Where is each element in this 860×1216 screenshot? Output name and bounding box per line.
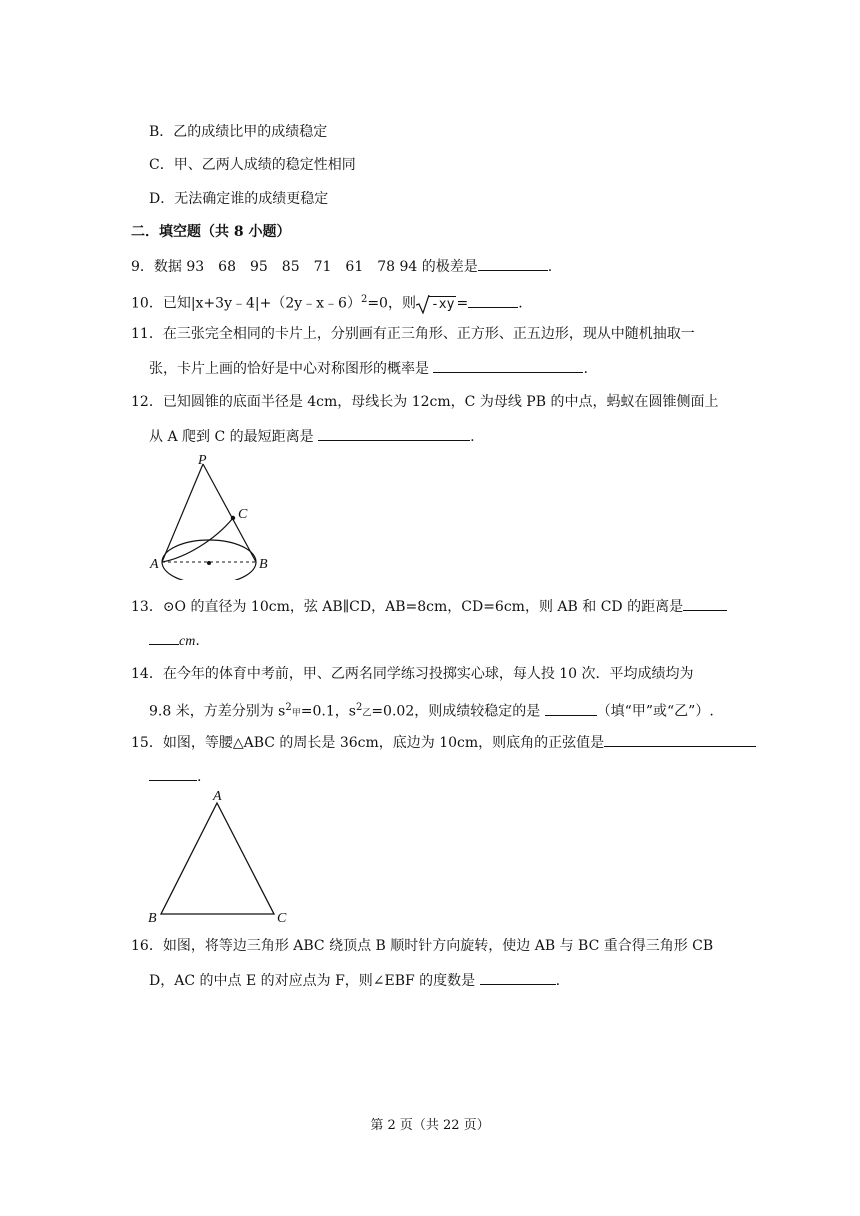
answer-blank [478,256,548,271]
question-10 [131,290,523,315]
triangle-figure [140,785,300,927]
question-15-line1 [131,732,756,753]
q10-pre: 10．已知|x+3y﹣4|+（2y﹣x﹣6） [131,295,361,312]
q12-line2-text: 从 A 爬到 C 的最短距离是 [149,429,319,445]
q13-text: 13．⊙O 的直径为 10cm，弦 AB∥CD，AB=8cm，CD=6cm，则 AB 和 CD 的距离是 [131,599,684,615]
q13-end: . [195,633,200,649]
q14-sub-jia: 甲 [291,708,301,719]
q14-sub-yi: 乙 [362,708,372,719]
option-d: D．无法确定谁的成绩更稳定 [149,191,329,207]
answer-blank [683,596,727,611]
sqrt-expression [416,295,456,315]
answer-blank [433,358,583,373]
label-a: A [213,789,222,804]
option-c: C．甲、乙两人成绩的稳定性相同 [149,157,356,173]
q13-unit: cm [179,634,196,649]
q10-end: . [518,295,523,312]
q11-end: . [583,361,588,377]
question-12-line2 [149,426,475,447]
q14-sup2: 2 [355,702,363,713]
label-a: A [150,557,159,572]
option-b: B．乙的成绩比甲的成绩稳定 [149,124,328,140]
answer-blank [318,426,470,441]
question-13-line2 [149,630,200,652]
q15-text: 15．如图，等腰△ABC 的周长是 36cm，底边为 10cm，则底角的正弦值是 [131,735,605,751]
q14-line2d: （填“甲”或“乙”）. [596,703,714,720]
label-c: C [277,911,287,926]
question-12-line1: 12．已知圆锥的底面半径是 4cm，母线长为 12cm，C 为母线 PB 的中点，蚂蚁在圆锥侧面上 [131,394,719,410]
section-title: 二．填空题（共 8 小题） [131,224,291,240]
q10-eq: = [456,295,469,312]
question-14-line1: 14．在今年的体育中考前，甲、乙两名同学练习投掷实心球，每人投 10 次．平均成绩均为 [131,666,694,682]
answer-blank-continued [149,630,179,645]
question-15-line2 [149,766,201,787]
answer-blank [480,970,556,985]
q9-text: 9．数据 93 68 95 85 71 61 78 94 的极差是 [131,259,478,275]
q14-line2c: =0.02，则成绩较稳定的是 [371,703,545,720]
cone-edge-pa [162,464,203,562]
q9-end: . [547,259,553,275]
question-16-line1: 16．如图，将等边三角形 ABC 绕顶点 B 顺时针方向旋转，使边 AB 与 BC 重合得三角形 CB [131,938,714,954]
question-9 [131,256,552,277]
q11-line2-text: 张，卡片上画的恰好是中心对称图形的概率是 [149,361,434,377]
cone-edge-pb [203,464,256,562]
question-14-line2 [149,698,714,724]
triangle-abc [161,803,274,914]
q16-line2-text: D，AC 的中点 E 的对应点为 F，则∠EBF 的度数是 [149,973,480,989]
q10-exponent: 2 [360,294,368,305]
label-p: P [198,453,207,468]
q14-line2b: =0.1，s [300,703,356,720]
answer-blank [468,293,518,308]
answer-blank [545,701,597,716]
question-16-line2 [149,970,560,991]
q16-end: . [555,973,561,989]
answer-blank [604,732,756,747]
label-c: C [238,507,248,522]
cone-figure [145,450,275,580]
radical-sign-icon [416,292,430,314]
question-11-line1: 11．在三张完全相同的卡片上，分别画有正三角形、正方形、正五边形，现从中随机抽取一 [131,326,695,342]
question-11-line2 [149,358,588,379]
q14-sup1: 2 [285,702,292,713]
q14-line2a: 9.8 米，方差分别为 s [149,703,286,720]
question-13-line1 [131,596,727,617]
answer-blank-continued [149,766,197,781]
page-footer: 第 2 页（共 22 页） [370,1118,490,1133]
ant-path [162,518,233,562]
q12-end: . [470,429,475,445]
q15-end: . [197,769,202,785]
label-b: B [148,911,157,926]
label-b: B [259,557,268,572]
radicand: -xy [430,296,455,312]
base-center-point [207,561,211,565]
q10-mid: =0，则 [367,295,416,312]
point-c [231,516,235,520]
